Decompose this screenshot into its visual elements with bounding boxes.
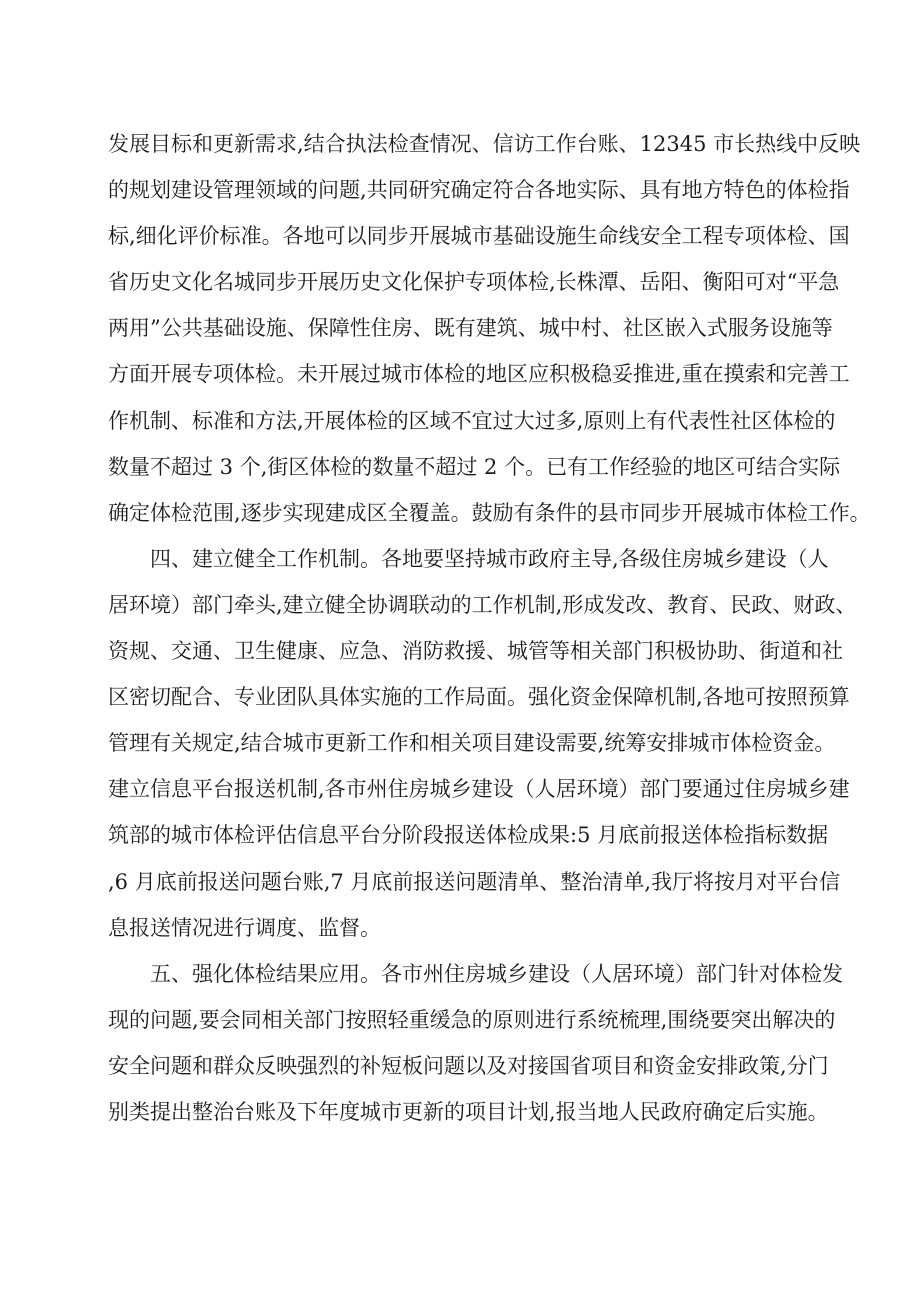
p3-line-3: 安全问题和群众反映强烈的补短板问题以及对接国省项目和资金安排政策,分门	[108, 1053, 829, 1078]
p2-line-5: 管理有关规定,结合城市更新工作和相关项目建设需要,统筹安排城市体检资金。	[108, 731, 836, 756]
p1-line-6: 方面开展专项体检。未开展过城市体检的地区应积极稳妥推进,重在摸索和完善工	[108, 362, 850, 387]
p2-line-7: 筑部的城市体检评估信息平台分阶段报送体检成果:5 月底前报送体检指标数据	[108, 823, 829, 848]
p2-line-1: 四、建立健全工作机制。各地要坚持城市政府主导,各级住房城乡建设（人	[150, 546, 829, 571]
p1-line-9: 确定体检范围,逐步实现建成区全覆盖。鼓励有条件的县市同步开展城市体检工作。	[108, 500, 871, 525]
p2-line-9: 息报送情况进行调度、监督。	[108, 915, 381, 940]
p1-line-2: 的规划建设管理领域的问题,共同研究确定符合各地实际、具有地方特色的体检指	[108, 178, 850, 203]
p3-line-1: 五、强化体检结果应用。各市州住房城乡建设（人居环境）部门针对体检发	[150, 961, 843, 986]
p1-line-5: 两用”公共基础设施、保障性住房、既有建筑、城中村、社区嵌入式服务设施等	[108, 316, 833, 341]
p1-line-1: 发展目标和更新需求,结合执法检查情况、信访工作台账、12345 市长热线中反映	[108, 132, 861, 156]
p2-line-2: 居环境）部门牵头,建立健全协调联动的工作机制,形成发改、教育、民政、财政、	[108, 592, 857, 617]
p3-line-4: 别类提出整治台账及下年度城市更新的项目计划,报当地人民政府确定后实施。	[108, 1099, 829, 1124]
p3-line-2: 现的问题,要会同相关部门按照轻重缓急的原则进行系统梳理,围绕要突出解决的	[108, 1007, 836, 1032]
p1-line-8: 数量不超过 3 个,街区体检的数量不超过 2 个。已有工作经验的地区可结合实际	[108, 454, 841, 479]
p2-line-6: 建立信息平台报送机制,各市州住房城乡建设（人居环境）部门要通过住房城乡建	[108, 777, 850, 802]
p2-line-4: 区密切配合、专业团队具体实施的工作局面。强化资金保障机制,各地可按照预算	[108, 685, 850, 710]
p1-line-4: 省历史文化名城同步开展历史文化保护专项体检,长株潭、岳阳、衡阳可对“平急	[108, 270, 840, 295]
document-body	[108, 121, 871, 1135]
p2-line-3: 资规、交通、卫生健康、应急、消防救援、城管等相关部门积极协助、街道和社	[108, 639, 843, 664]
p1-line-7: 作机制、标准和方法,开展体检的区域不宜过大过多,原则上有代表性社区体检的	[108, 408, 836, 433]
p2-line-8: ,6 月底前报送问题台账,7 月底前报送问题清单、整治清单,我厅将按月对平台信	[108, 869, 841, 894]
p1-line-3: 标,细化评价标准。各地可以同步开展城市基础设施生命线安全工程专项体检、国	[108, 224, 850, 249]
